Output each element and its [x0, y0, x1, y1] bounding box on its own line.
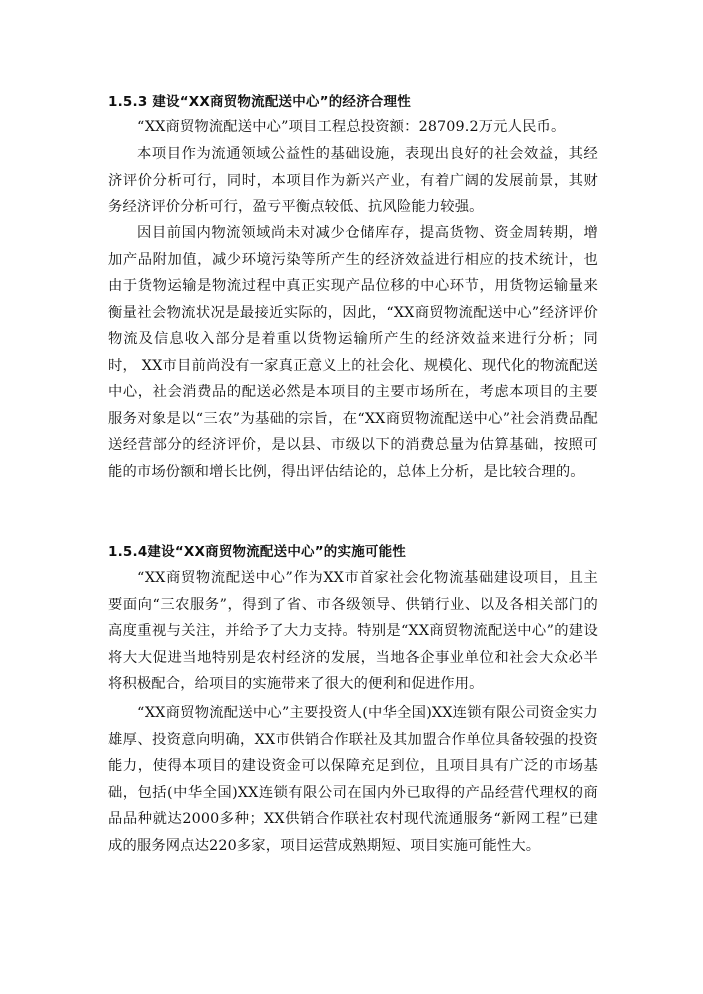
section-1-5-3-benefit-paragraph: 本项目作为流通领域公益性的基础设施，表现出良好的社会效益，其经济评价分析可行，同时，本项目作为新兴产业，有着广阔的发展前景，其财务经济评价分析可行，盈亏平衡点较低、抗风险能力较强。	[108, 146, 598, 215]
section-1-5-4-investor-paragraph: “XX商贸物流配送中心”主要投资人(中华全国)XX连锁有限公司资金实力雄厚、投资意向明确，XX市供销合作联社及其加盟合作单位具备较强的投资能力，使得本项目的建设资金可以保障充足到位，且项目具有广泛的市场基础，包括(中华全国)XX连锁有限公司在国内外已取得的产品经营代理权的商品品种就达2000多种；XX供销合作联社农村现代流通服务“新网工程”已建成的服务网点达220多家，项目运营成熟期短、项目实施可能性大。	[108, 705, 598, 854]
section-1-5-3-heading: 1.5.3 建设“XX商贸物流配送中心”的经济合理性	[108, 94, 411, 110]
section-1-5-3-investment-paragraph: “XX商贸物流配送中心”项目工程总投资额：28709.2万元人民币。	[137, 119, 566, 135]
section-1-5-4-heading: 1.5.4建设“XX商贸物流配送中心”的实施可能性	[108, 544, 406, 560]
section-1-5-3-analysis-paragraph: 因目前国内物流领域尚未对减少仓储库存，提高货物、资金周转期，增加产品附加值，减少环境污染等所产生的经济效益进行相应的技术统计，也由于货物运输是物流过程中真正实现产品位移的中心环节，用货物运输量来衡量社会物流状况是最接近实际的，因此，“XX商贸物流配送中心”经济评价物流及信息收入部分是着重以货物运输所产生的经济效益来进行分析；同时， XX市目前尚没有一家真正意义上的社会化、规模化、现代化的物流配送中心，社会消费品的配送必然是本项目的主要市场所在，考虑本项目的主要服务对象是以“三农”为基础的宗旨，在“XX商贸物流配送中心”社会消费品配送经营部分的经济评价，是以县、市级以下的消费总量为估算基础，按照可能的市场份额和增长比例，得出评估结论的，总体上分析，是比较合理的。	[108, 225, 598, 480]
section-1-5-4-support-paragraph: “XX商贸物流配送中心”作为XX市首家社会化物流基础建设项目，且主要面向“三农服务”，得到了省、市各级领导、供销行业、以及各相关部门的高度重视与关注，并给予了大力支持。特别是“XX商贸物流配送中心”的建设将大大促进当地特别是农村经济的发展，当地各企事业单位和社会大众必半将积极配合，给项目的实施带来了很大的便利和促进作用。	[108, 570, 598, 692]
